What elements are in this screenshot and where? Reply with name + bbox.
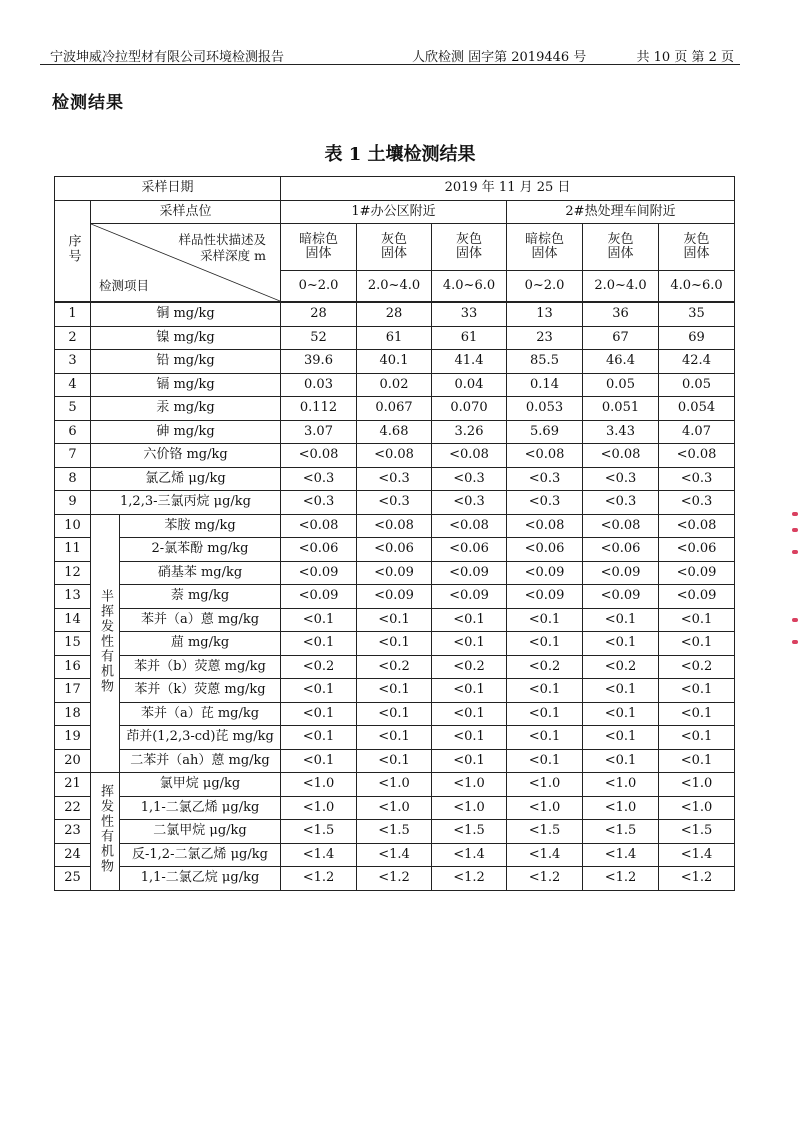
value-cell: 52 xyxy=(281,326,357,350)
depth-cell: 2.0~4.0 xyxy=(583,271,659,303)
desc-state: 固体 xyxy=(380,246,407,261)
value-cell: <0.2 xyxy=(583,655,659,679)
table-row xyxy=(55,585,735,609)
value-cell: <0.08 xyxy=(583,514,659,538)
row-number: 15 xyxy=(55,632,91,656)
value-cell: <1.5 xyxy=(659,820,735,844)
value-cell: <0.2 xyxy=(659,655,735,679)
value-cell: <1.0 xyxy=(281,796,357,820)
table-row xyxy=(55,867,735,891)
row-number: 5 xyxy=(55,397,91,421)
value-cell: <1.2 xyxy=(583,867,659,891)
value-cell: <0.1 xyxy=(432,679,507,703)
value-cell: <1.4 xyxy=(507,843,583,867)
group-volatile xyxy=(91,773,120,891)
depth-cell: 4.0~6.0 xyxy=(432,271,507,303)
value-cell: <0.09 xyxy=(432,561,507,585)
value-cell: <0.09 xyxy=(432,585,507,609)
value-cell: <0.3 xyxy=(432,467,507,491)
value-cell: 36 xyxy=(583,302,659,326)
item-name: 苯并（a）芘 mg/kg xyxy=(120,702,281,726)
value-cell: 0.04 xyxy=(432,373,507,397)
desc-color: 灰色 xyxy=(455,232,482,247)
value-cell: <1.0 xyxy=(507,773,583,797)
desc-color: 灰色 xyxy=(607,232,634,247)
item-name: 铅 mg/kg xyxy=(91,350,281,374)
item-name: 硝基苯 mg/kg xyxy=(120,561,281,585)
value-cell: <0.1 xyxy=(507,679,583,703)
header-divider xyxy=(40,64,740,65)
value-cell: <0.1 xyxy=(357,749,432,773)
table-row xyxy=(55,655,735,679)
seq-header xyxy=(55,200,91,302)
value-cell: <0.1 xyxy=(507,702,583,726)
row-number: 25 xyxy=(55,867,91,891)
value-cell: <0.09 xyxy=(357,585,432,609)
value-cell: <0.08 xyxy=(659,514,735,538)
value-cell: <0.08 xyxy=(357,514,432,538)
table-row xyxy=(55,467,735,491)
table-row xyxy=(55,679,735,703)
row-number: 13 xyxy=(55,585,91,609)
item-name: 1,1-二氯乙烷 μg/kg xyxy=(120,867,281,891)
value-cell: <0.08 xyxy=(583,444,659,468)
value-cell: <1.2 xyxy=(432,867,507,891)
diagonal-header-cell xyxy=(91,224,281,303)
group-semivolatile xyxy=(91,514,120,773)
value-cell: <0.06 xyxy=(583,538,659,562)
item-name: 1,1-二氯乙烯 μg/kg xyxy=(120,796,281,820)
sampling-date-label: 采样日期 xyxy=(55,177,281,201)
value-cell: 0.14 xyxy=(507,373,583,397)
value-cell: <0.1 xyxy=(357,632,432,656)
table-row xyxy=(55,796,735,820)
row-number: 7 xyxy=(55,444,91,468)
site-1: 1#办公区附近 xyxy=(281,200,507,224)
value-cell: <0.09 xyxy=(659,585,735,609)
value-cell: <1.0 xyxy=(357,773,432,797)
value-cell: <1.5 xyxy=(507,820,583,844)
value-cell: <0.08 xyxy=(357,444,432,468)
value-cell: <1.2 xyxy=(659,867,735,891)
value-cell: <0.1 xyxy=(659,726,735,750)
value-cell: <0.1 xyxy=(281,749,357,773)
value-cell: <0.1 xyxy=(357,608,432,632)
value-cell: <1.5 xyxy=(357,820,432,844)
value-cell: 0.054 xyxy=(659,397,735,421)
table-row xyxy=(55,561,735,585)
value-cell: <0.1 xyxy=(583,608,659,632)
value-cell: <0.3 xyxy=(281,467,357,491)
desc-cell xyxy=(507,224,583,271)
value-cell: <0.06 xyxy=(507,538,583,562)
table-row xyxy=(55,632,735,656)
value-cell: <0.3 xyxy=(507,491,583,515)
value-cell: <0.1 xyxy=(659,702,735,726)
item-name: 茚并(1,2,3-cd)芘 mg/kg xyxy=(120,726,281,750)
value-cell: <0.1 xyxy=(507,608,583,632)
value-cell: 67 xyxy=(583,326,659,350)
value-cell: <0.08 xyxy=(281,514,357,538)
value-cell: <1.5 xyxy=(281,820,357,844)
table-row xyxy=(55,820,735,844)
item-name: 1,2,3-三氯丙烷 μg/kg xyxy=(91,491,281,515)
value-cell: <0.08 xyxy=(281,444,357,468)
desc-state: 固体 xyxy=(305,246,332,261)
table-row xyxy=(55,491,735,515)
value-cell: <0.1 xyxy=(432,632,507,656)
value-cell: 85.5 xyxy=(507,350,583,374)
desc-cell xyxy=(357,224,432,271)
value-cell: <0.1 xyxy=(281,608,357,632)
item-name: 2-氯苯酚 mg/kg xyxy=(120,538,281,562)
table-row xyxy=(55,702,735,726)
table-row xyxy=(55,726,735,750)
value-cell: 40.1 xyxy=(357,350,432,374)
value-cell: <0.09 xyxy=(357,561,432,585)
desc-state: 固体 xyxy=(531,246,558,261)
value-cell: <0.08 xyxy=(432,444,507,468)
value-cell: <1.0 xyxy=(583,796,659,820)
desc-color: 暗棕色 xyxy=(524,232,564,247)
item-name: 苯并（a）蒽 mg/kg xyxy=(120,608,281,632)
value-cell: <1.0 xyxy=(432,796,507,820)
value-cell: <0.08 xyxy=(659,444,735,468)
depth-cell: 2.0~4.0 xyxy=(357,271,432,303)
table-row xyxy=(55,397,735,421)
value-cell: 69 xyxy=(659,326,735,350)
sampling-date-value: 2019 年 11 月 25 日 xyxy=(281,177,735,201)
value-cell: <0.1 xyxy=(659,632,735,656)
value-cell: 0.053 xyxy=(507,397,583,421)
value-cell: <0.1 xyxy=(583,726,659,750)
item-name: 镍 mg/kg xyxy=(91,326,281,350)
value-cell: <0.3 xyxy=(659,491,735,515)
results-table xyxy=(54,176,735,891)
diag-top-line2: 采样深度 m xyxy=(200,248,266,263)
row-number: 2 xyxy=(55,326,91,350)
item-name: 二苯并（ah）蒽 mg/kg xyxy=(120,749,281,773)
value-cell: <0.09 xyxy=(583,561,659,585)
value-cell: <1.2 xyxy=(357,867,432,891)
value-cell: <0.06 xyxy=(659,538,735,562)
value-cell: <1.2 xyxy=(507,867,583,891)
value-cell: 0.112 xyxy=(281,397,357,421)
value-cell: <0.08 xyxy=(507,444,583,468)
value-cell: <1.0 xyxy=(432,773,507,797)
value-cell: 3.43 xyxy=(583,420,659,444)
value-cell: 33 xyxy=(432,302,507,326)
item-name: 反-1,2-二氯乙烯 μg/kg xyxy=(120,843,281,867)
value-cell: <0.2 xyxy=(507,655,583,679)
row-number: 20 xyxy=(55,749,91,773)
value-cell: <0.1 xyxy=(432,608,507,632)
value-cell: <0.1 xyxy=(659,749,735,773)
row-number: 24 xyxy=(55,843,91,867)
value-cell: <0.1 xyxy=(659,608,735,632)
value-cell: <0.1 xyxy=(432,726,507,750)
diagonal-top-text xyxy=(178,232,266,264)
row-number: 22 xyxy=(55,796,91,820)
value-cell: 0.070 xyxy=(432,397,507,421)
value-cell: <0.2 xyxy=(281,655,357,679)
site-2: 2#热处理车间附近 xyxy=(507,200,735,224)
table-row xyxy=(55,843,735,867)
depth-cell: 4.0~6.0 xyxy=(659,271,735,303)
value-cell: 5.69 xyxy=(507,420,583,444)
value-cell: <1.4 xyxy=(659,843,735,867)
value-cell: <0.1 xyxy=(583,749,659,773)
value-cell: <0.1 xyxy=(281,679,357,703)
value-cell: <1.4 xyxy=(583,843,659,867)
value-cell: 35 xyxy=(659,302,735,326)
item-name: 二氯甲烷 μg/kg xyxy=(120,820,281,844)
item-name: 汞 mg/kg xyxy=(91,397,281,421)
row-number: 6 xyxy=(55,420,91,444)
value-cell: <0.1 xyxy=(357,726,432,750)
value-cell: 4.07 xyxy=(659,420,735,444)
value-cell: <0.1 xyxy=(357,702,432,726)
value-cell: <1.5 xyxy=(583,820,659,844)
value-cell: <0.06 xyxy=(432,538,507,562)
row-number: 11 xyxy=(55,538,91,562)
table-row xyxy=(55,350,735,374)
value-cell: <0.09 xyxy=(659,561,735,585)
value-cell: <0.3 xyxy=(659,467,735,491)
value-cell: <0.2 xyxy=(432,655,507,679)
row-number: 8 xyxy=(55,467,91,491)
value-cell: 13 xyxy=(507,302,583,326)
seal-fragment xyxy=(792,490,800,670)
table-row xyxy=(55,773,735,797)
value-cell: 23 xyxy=(507,326,583,350)
value-cell: <0.1 xyxy=(432,702,507,726)
group-semivolatile-label: 半挥发性有机物 xyxy=(98,588,113,694)
row-number: 23 xyxy=(55,820,91,844)
item-name: 氯乙烯 μg/kg xyxy=(91,467,281,491)
value-cell: <0.08 xyxy=(507,514,583,538)
value-cell: <0.1 xyxy=(357,679,432,703)
value-cell: 39.6 xyxy=(281,350,357,374)
table-row xyxy=(55,608,735,632)
desc-cell xyxy=(432,224,507,271)
table-title: 表 1 土壤检测结果 xyxy=(324,144,476,165)
item-name: 䓛 mg/kg xyxy=(120,632,281,656)
report-number: 人欣检测 固字第 2019446 号 xyxy=(412,50,587,65)
row-number: 10 xyxy=(55,514,91,538)
value-cell: 3.07 xyxy=(281,420,357,444)
item-name: 六价铬 mg/kg xyxy=(91,444,281,468)
value-cell: <1.0 xyxy=(357,796,432,820)
item-name: 苯并（b）荧蒽 mg/kg xyxy=(120,655,281,679)
table-row xyxy=(55,749,735,773)
value-cell: <1.2 xyxy=(281,867,357,891)
sampling-site-label: 采样点位 xyxy=(91,200,281,224)
value-cell: <1.4 xyxy=(357,843,432,867)
row-number: 17 xyxy=(55,679,91,703)
value-cell: <1.0 xyxy=(281,773,357,797)
row-number: 19 xyxy=(55,726,91,750)
table-row xyxy=(55,373,735,397)
value-cell: <0.3 xyxy=(507,467,583,491)
desc-cell xyxy=(583,224,659,271)
value-cell: <1.0 xyxy=(659,773,735,797)
value-cell: 0.02 xyxy=(357,373,432,397)
table-row xyxy=(55,420,735,444)
desc-state: 固体 xyxy=(683,246,710,261)
diagonal-bottom-text: 检测项目 xyxy=(99,278,150,293)
table-row xyxy=(55,326,735,350)
item-name: 苯并（k）荧蒽 mg/kg xyxy=(120,679,281,703)
value-cell: 0.05 xyxy=(583,373,659,397)
page-indicator: 共 10 页 第 2 页 xyxy=(636,50,734,65)
value-cell: 41.4 xyxy=(432,350,507,374)
desc-cell xyxy=(281,224,357,271)
value-cell: <0.3 xyxy=(357,491,432,515)
item-name: 氯甲烷 μg/kg xyxy=(120,773,281,797)
value-cell: <0.3 xyxy=(357,467,432,491)
desc-color: 暗棕色 xyxy=(298,232,338,247)
page-header xyxy=(40,44,740,64)
value-cell: <0.1 xyxy=(507,632,583,656)
value-cell: <1.5 xyxy=(432,820,507,844)
value-cell: <0.06 xyxy=(357,538,432,562)
value-cell: <0.1 xyxy=(659,679,735,703)
table-row xyxy=(55,444,735,468)
desc-color: 灰色 xyxy=(380,232,407,247)
diag-top-line1: 样品性状描述及 xyxy=(178,232,266,247)
row-number: 21 xyxy=(55,773,91,797)
value-cell: <0.1 xyxy=(432,749,507,773)
value-cell: 28 xyxy=(281,302,357,326)
value-cell: 0.03 xyxy=(281,373,357,397)
report-title: 宁波坤威冷拉型材有限公司环境检测报告 xyxy=(50,50,285,65)
section-title: 检测结果 xyxy=(52,93,124,113)
value-cell: <0.3 xyxy=(432,491,507,515)
desc-cell xyxy=(659,224,735,271)
value-cell: <1.4 xyxy=(432,843,507,867)
value-cell: <0.1 xyxy=(507,749,583,773)
row-number: 12 xyxy=(55,561,91,585)
row-number: 4 xyxy=(55,373,91,397)
row-number: 16 xyxy=(55,655,91,679)
seq-label: 序号 xyxy=(65,233,81,264)
value-cell: <1.0 xyxy=(583,773,659,797)
table-row xyxy=(55,538,735,562)
value-cell: 0.067 xyxy=(357,397,432,421)
value-cell: 61 xyxy=(357,326,432,350)
value-cell: <0.1 xyxy=(281,726,357,750)
value-cell: <0.1 xyxy=(583,632,659,656)
value-cell: <0.09 xyxy=(281,561,357,585)
depth-cell: 0~2.0 xyxy=(281,271,357,303)
value-cell: 42.4 xyxy=(659,350,735,374)
value-cell: <0.3 xyxy=(583,467,659,491)
item-name: 砷 mg/kg xyxy=(91,420,281,444)
row-number: 9 xyxy=(55,491,91,515)
value-cell: <0.1 xyxy=(507,726,583,750)
value-cell: <0.09 xyxy=(583,585,659,609)
depth-cell: 0~2.0 xyxy=(507,271,583,303)
row-number: 18 xyxy=(55,702,91,726)
value-cell: <0.1 xyxy=(281,632,357,656)
value-cell: 0.05 xyxy=(659,373,735,397)
row-number: 3 xyxy=(55,350,91,374)
value-cell: <0.3 xyxy=(281,491,357,515)
value-cell: 0.051 xyxy=(583,397,659,421)
value-cell: <1.4 xyxy=(281,843,357,867)
table-row xyxy=(55,514,735,538)
value-cell: <0.09 xyxy=(507,561,583,585)
item-name: 铜 mg/kg xyxy=(91,302,281,326)
desc-state: 固体 xyxy=(607,246,634,261)
row-number: 1 xyxy=(55,302,91,326)
value-cell: 61 xyxy=(432,326,507,350)
value-cell: 46.4 xyxy=(583,350,659,374)
value-cell: <0.08 xyxy=(432,514,507,538)
value-cell: <0.1 xyxy=(281,702,357,726)
value-cell: <0.2 xyxy=(357,655,432,679)
value-cell: 28 xyxy=(357,302,432,326)
desc-color: 灰色 xyxy=(683,232,710,247)
value-cell: <0.09 xyxy=(281,585,357,609)
value-cell: <0.1 xyxy=(583,702,659,726)
item-name: 萘 mg/kg xyxy=(120,585,281,609)
value-cell: <1.0 xyxy=(659,796,735,820)
table-row xyxy=(55,302,735,326)
value-cell: <0.3 xyxy=(583,491,659,515)
value-cell: <1.0 xyxy=(507,796,583,820)
desc-state: 固体 xyxy=(455,246,482,261)
value-cell: <0.09 xyxy=(507,585,583,609)
value-cell: <0.06 xyxy=(281,538,357,562)
item-name: 苯胺 mg/kg xyxy=(120,514,281,538)
value-cell: <0.1 xyxy=(583,679,659,703)
value-cell: 3.26 xyxy=(432,420,507,444)
value-cell: 4.68 xyxy=(357,420,432,444)
group-volatile-label: 挥发性有机物 xyxy=(98,784,113,875)
item-name: 镉 mg/kg xyxy=(91,373,281,397)
row-number: 14 xyxy=(55,608,91,632)
